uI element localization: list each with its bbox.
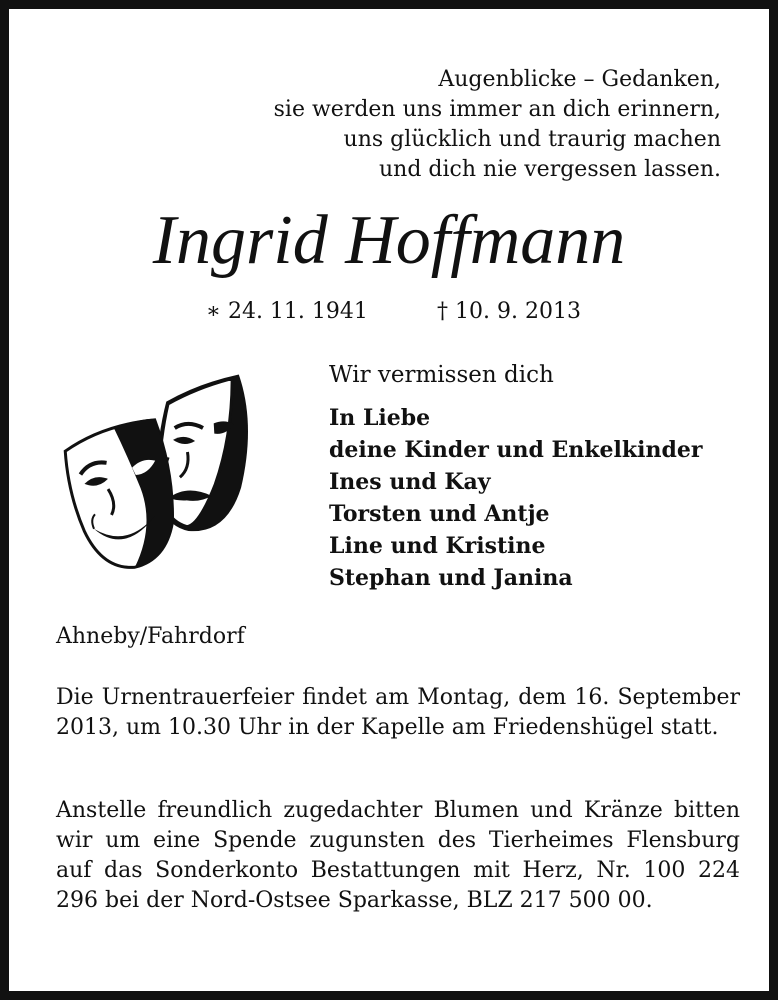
place-name: Ahneby/Fahrdorf xyxy=(56,624,245,649)
poem-line: sie werden uns immer an dich erinnern, xyxy=(273,97,721,122)
theater-masks-icon xyxy=(59,361,259,571)
poem-line: uns glücklich und traurig machen xyxy=(343,127,721,152)
ceremony-info: Die Urnentrauerfeier findet am Montag, dem 16. September 2013, um 10.30 Uhr in der Kapelle am Friedenshügel statt. xyxy=(56,685,740,740)
mourners-intro: Wir vermissen dich xyxy=(329,362,554,388)
mourners-signature xyxy=(329,402,702,594)
mourner-line: Stephan und Janina xyxy=(329,565,573,591)
mourner-line: Ines und Kay xyxy=(329,469,491,495)
birth-date: ∗ 24. 11. 1941 xyxy=(206,299,368,324)
deceased-name: Ingrid Hoffmann xyxy=(152,202,626,279)
poem-line: Augenblicke – Gedanken, xyxy=(438,67,721,92)
donation-info: Anstelle freundlich zugedachter Blumen und Kränze bitten wir um eine Spende zugunsten des Tierheimes Flensburg auf das Sonderkonto Bestattungen mit Herz, Nr. 100 224 296 bei der Nord-Ostsee Sparkasse, BLZ 217 500 00. xyxy=(56,798,740,913)
mourner-line: In Liebe xyxy=(329,405,431,431)
poem-line: und dich nie vergessen lassen. xyxy=(379,157,721,182)
death-date: † 10. 9. 2013 xyxy=(437,299,581,324)
mourner-line: deine Kinder und Enkelkinder xyxy=(329,437,703,463)
memorial-poem xyxy=(274,65,721,185)
mourner-line: Torsten und Antje xyxy=(329,501,550,527)
mourner-line: Line und Kristine xyxy=(329,533,546,559)
